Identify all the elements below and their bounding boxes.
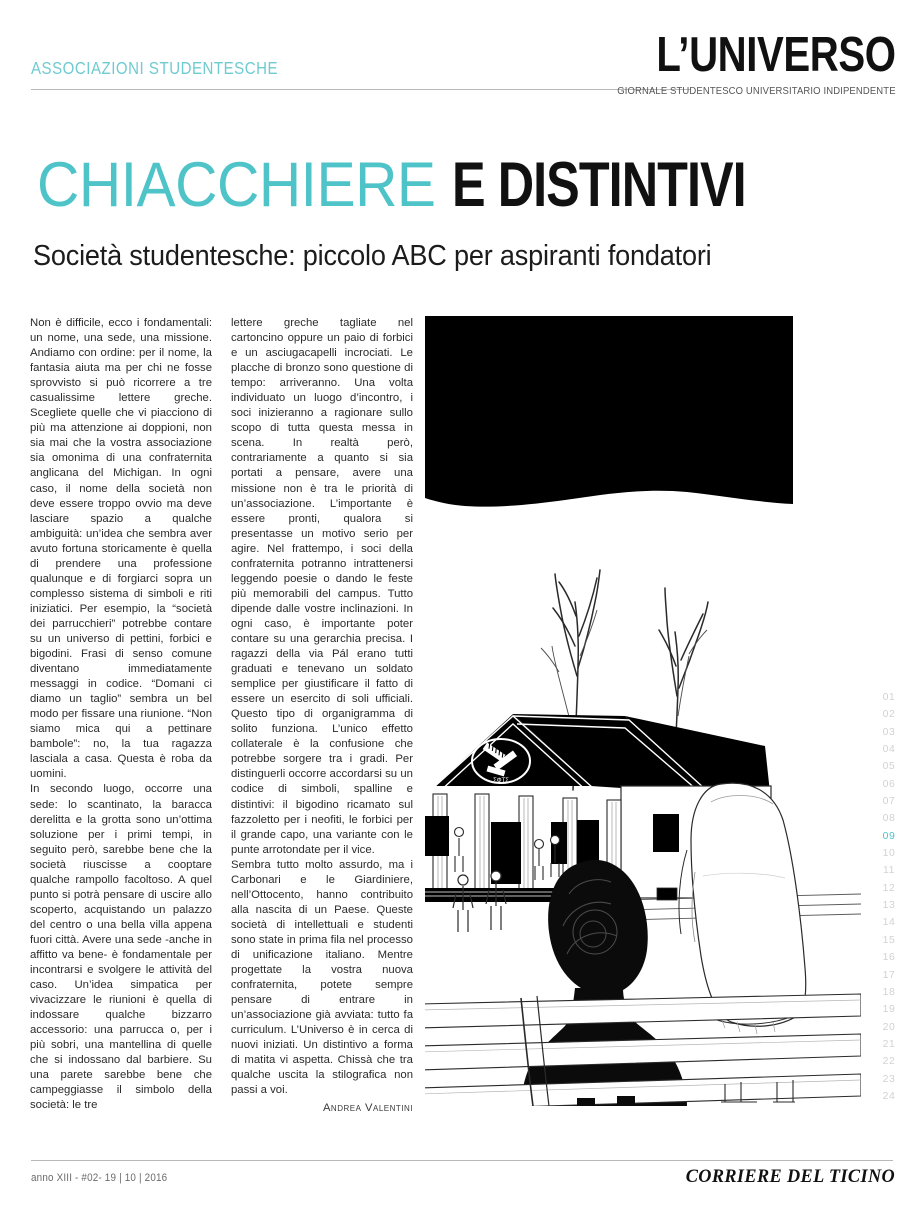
page-number-19[interactable]: 19: [882, 1004, 896, 1016]
paragraph: Sembra tutto molto assurdo, ma i Carbonari e le Giardiniere, nell’Ottocento, hanno contribuito alla nascita di un Paese. Queste società di intellettuali e studenti sono state in prima fila nel processo di unificazione italiano. Mentre progettate la vostra nuova confraternita, potete sempre pensare di entrare in un’associazione già avviata: tutto fa curriculum. L’Universo è in cerca di nuovi iniziati. Un distintivo a forma di matita vi aspetta. Chissà che tra qualche uscita la stilografica non passi a voi.: [231, 858, 413, 1097]
page-number-08[interactable]: 08: [882, 813, 896, 825]
masthead-subtitle: GIORNALE STUDENTESCO UNIVERSITARIO INDIPENDENTE: [617, 85, 896, 97]
page-number-06[interactable]: 06: [882, 778, 896, 790]
night-sky: [425, 316, 793, 507]
masthead: [593, 28, 896, 97]
small-window: [657, 888, 677, 900]
body-column-1: [30, 316, 212, 1113]
page-number-07[interactable]: 07: [882, 796, 896, 808]
page-number-22[interactable]: 22: [882, 1056, 896, 1068]
paragraph: In secondo luogo, occorre una sede: lo scantinato, la baracca derelitta e la grotta sono un’ottima soluzione per i primi tempi, in seguito però, sarebbe bene che la società riuscisse a cooptare qualche rampollo facoltoso. A quel punto si potrà pensare di uscire allo scoperto, acquistando un palazzo del centro o una bella villa appena fuori città. Avere una sede -anche in affitto va bene- è fondamentale per incontrarsi e svolgere le attività del caso. Un’idea simpatica per vivacizzare le riunioni è quella di indossare qualche bizzarro accessorio: una parrucca o, per i più sobri, una mantellina di quelle che si indossano dal barbiere. Su una parete sarebbe bene che campeggiasse il simbolo della società: le tre: [30, 783, 212, 1112]
article-byline: Andrea Valentini: [322, 1102, 413, 1115]
page-number-18[interactable]: 18: [882, 986, 896, 998]
publisher-logo: CORRIERE DEL TICINO: [685, 1166, 895, 1187]
page-number-21[interactable]: 21: [882, 1038, 896, 1050]
page-number-02[interactable]: 02: [882, 709, 896, 721]
page-number-17[interactable]: 17: [882, 969, 896, 981]
issue-info: anno XIII - #02- 19 | 10 | 2016: [31, 1172, 168, 1184]
body-column-2: [231, 316, 413, 1116]
article-headline: [37, 150, 819, 220]
section-kicker: ASSOCIAZIONI STUDENTESCHE: [31, 58, 279, 78]
page-number-15[interactable]: 15: [882, 934, 896, 946]
page-number-14[interactable]: 14: [882, 917, 896, 929]
park-bench: [425, 994, 861, 1106]
page-number-13[interactable]: 13: [882, 900, 896, 912]
page-number-10[interactable]: 10: [882, 848, 896, 860]
window: [653, 814, 679, 852]
headline-part-1: CHIACCHIERE: [37, 150, 436, 220]
page-number-09[interactable]: 09: [882, 830, 896, 842]
portico-shadow: [425, 816, 449, 856]
portico-shadow: [577, 820, 599, 866]
page-number-gutter: [872, 689, 906, 1105]
footer-divider: [31, 1160, 893, 1161]
page-number-01[interactable]: 01: [882, 692, 896, 703]
paragraph: Non è difficile, ecco i fondamentali: un nome, una sede, una missione. Andiamo con ordine: per il nome, la fantasia aiuta ma per chi ne fosse sprovvisto si può ricorrere a tre casualissime lettere greche. Scegliete quelle che vi piacciono di più ma attenzione ai doppioni, non sia mai che la vostra associazione sia omonima di una confraternita anglicana del Michigan. In ogni caso, il nome della società non deve essere troppo ovvio ma deve lasciare spazio a qualche ambiguità: un’idea che sembra aver avuto fortuna storicamente è quella di prendere una professione qualunque e di forgiarci sopra un complesso sistema di simboli e riti iniziatici. Per esempio, la “società dei parrucchieri” potrebbe contare su un universo di pettini, forbici e bigodini. Frasi di senso comune diventano immediatamente messaggi in codice. “Domani ci diamo un taglio” sembra un bel modo per fissare una riunione. “Non siamo mica qui a pettinare bambole”: no, la tua ragazza lasciala a casa. Questa è roba da uomini.: [30, 317, 212, 781]
page-number-04[interactable]: 04: [882, 744, 896, 756]
page-number-23[interactable]: 23: [882, 1073, 896, 1085]
paragraph: lettere greche tagliate nel cartoncino oppure un paio di forbici e un asciugacapelli incrociati. Le placche di bronzo sono questione di tempo: arriveranno. Una volta individuato un luogo d’incontro, i soci inizieranno a ragionare sullo scopo di tutta questa messa in scena. In realtà però, contrariamente a quanto si sia portati a pensare, avere una missione non è tra le priorità di un’associazione. L’importante è essere pronti, qualora si presentasse un motivo serio per agire. Nel frattempo, i soci della confraternita potranno intrattenersi leggendo poesie o dando le feste più memorabili del campus. Tutto dipende dalle vostre inclinazioni. In ogni caso, è importante poter contare su una gerarchia precisa. I ragazzi della via Pál erano tutti graduati e tenevano un soldato semplice per giustificare il fatto di essere un esercito di soli ufficiali. Questo tipo di organigramma di solito funziona. L’unico effetto collaterale è la confusione che potrebbe sorgere tra i gradi. Per distinguerli occorre accordarsi su un codice di simboli, spalline e distintivi: il bigodino ricamato sul fazzoletto per i neofiti, le forbici per il grande capo, una variante con le punte arrotondate per il vice.: [231, 317, 413, 856]
page-number-11[interactable]: 11: [883, 865, 895, 877]
page-number-24[interactable]: 24: [882, 1090, 896, 1102]
header-divider: [31, 89, 691, 90]
article-subheadline: Società studentesche: piccolo ABC per aspiranti fondatori: [33, 240, 712, 272]
masthead-title: L’UNIVERSO: [656, 28, 896, 82]
page-number-03[interactable]: 03: [882, 726, 896, 738]
page-number-16[interactable]: 16: [882, 952, 896, 964]
article-illustration: [425, 316, 861, 1106]
page-number-05[interactable]: 05: [882, 761, 896, 773]
page-number-20[interactable]: 20: [882, 1021, 896, 1033]
headline-part-2: E DISTINTIVI: [451, 150, 746, 220]
emblem-motto: ΣΦΤΣ: [493, 778, 509, 784]
page-number-12[interactable]: 12: [882, 882, 896, 894]
illustration-svg: [425, 316, 861, 1106]
